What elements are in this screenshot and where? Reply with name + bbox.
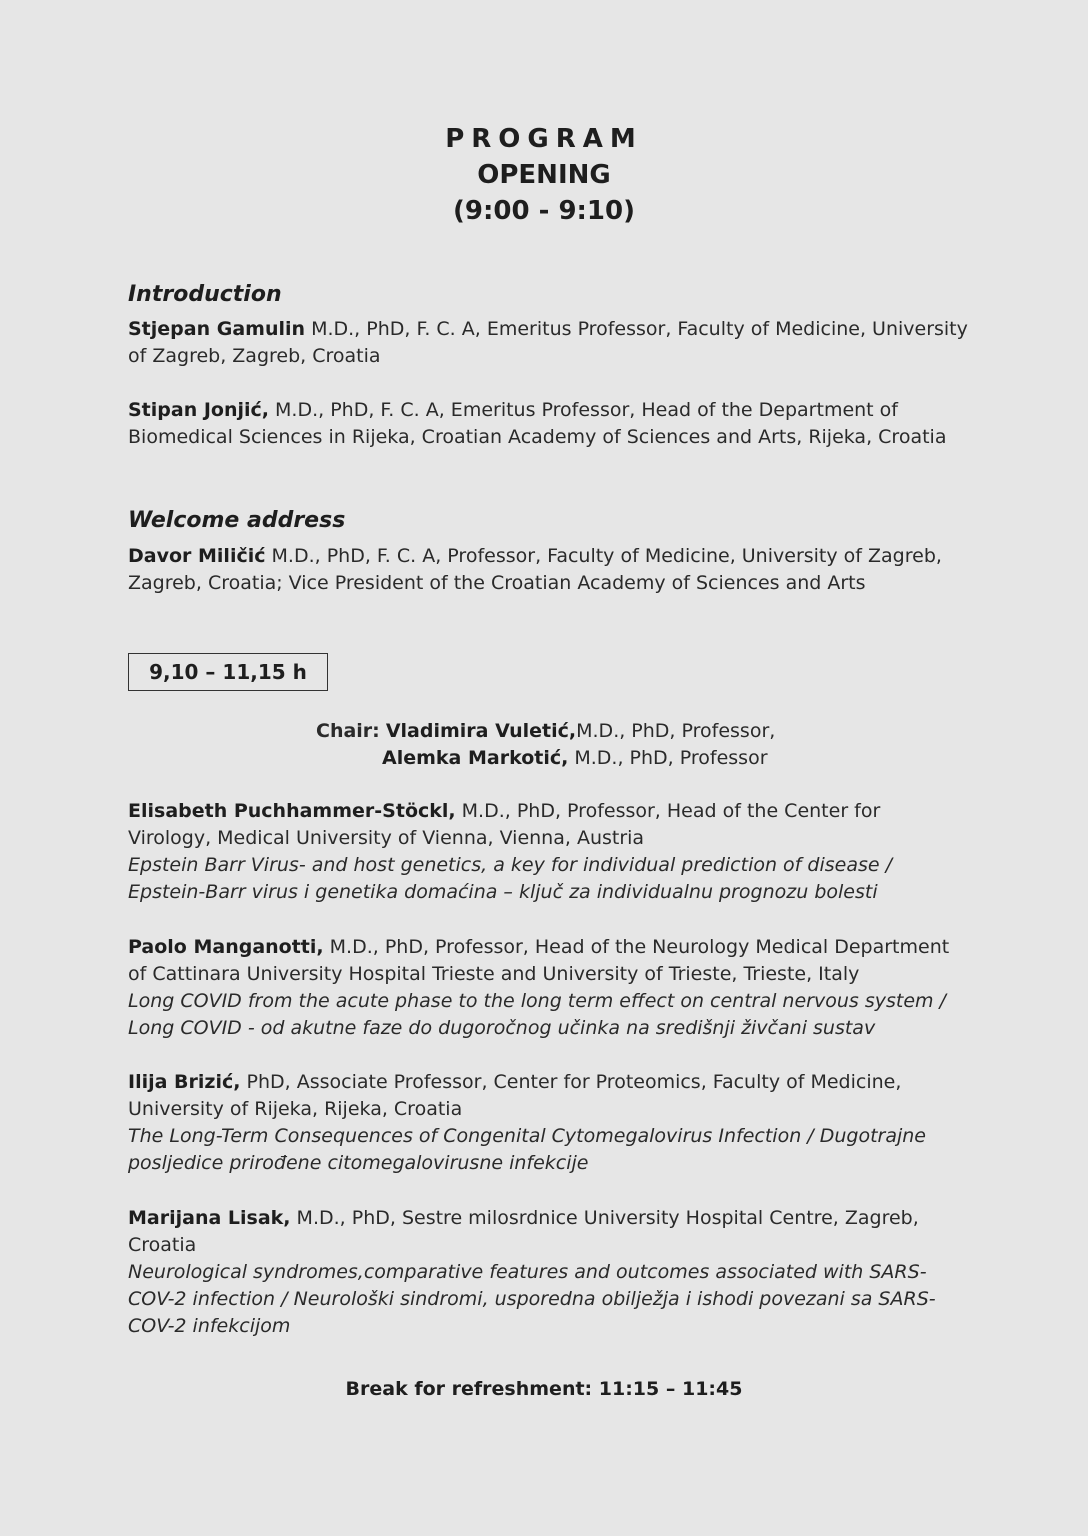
speaker-details: M.D., PhD, Sestre milosrdnice University Hospital Centre, Zagreb, Croatia	[128, 1207, 919, 1256]
speaker-name: Davor Miličić	[128, 545, 266, 567]
speaker-details: M.D., PhD, F. C. A, Emeritus Professor, Head of the Department of Biomedical Sciences in Rijeka, Croatian Academy of Sciences and Arts, Rijeka, Croatia	[128, 399, 947, 448]
speaker-name: Elisabeth Puchhammer-Stöckl,	[128, 800, 456, 822]
talk-entry	[128, 1069, 968, 1177]
talk-title: The Long-Term Consequences of Congenital Cytomegalovirus Infection / Dugotrajne posljedice prirođene citomegalovirusne infekcije	[128, 1125, 926, 1174]
session-chairs	[316, 718, 775, 772]
chair-label: Chair:	[316, 720, 380, 742]
break-note: Break for refreshment: 11:15 – 11:45	[345, 1378, 743, 1400]
talk-entry	[128, 934, 968, 1042]
chair-name: Vladimira Vuletić,	[385, 720, 577, 742]
speaker-name: Paolo Manganotti,	[128, 936, 324, 958]
speaker-details: M.D., PhD, Professor, Head of the Neurology Medical Department of Cattinara University Hospital Trieste and University of Trieste, Trieste, Italy	[128, 936, 950, 985]
speaker-details: PhD, Associate Professor, Center for Proteomics, Faculty of Medicine, University of Rijeka, Rijeka, Croatia	[128, 1071, 902, 1120]
opening-heading: OPENING	[477, 160, 611, 190]
speaker-name: Marijana Lisak,	[128, 1207, 291, 1229]
speaker-name: Stipan Jonjić,	[128, 399, 269, 421]
talk-title: Epstein Barr Virus- and host genetics, a key for individual prediction of disease / Epstein-Barr virus i genetika domaćina – ključ za individualnu prognozu bolesti	[128, 854, 893, 903]
speaker-details: M.D., PhD, Professor, Head of the Center for Virology, Medical University of Vienna, Vienna, Austria	[128, 800, 881, 849]
speaker-entry	[128, 397, 968, 451]
speaker-name: Ilija Brizić,	[128, 1071, 241, 1093]
program-heading: PROGRAM	[445, 124, 643, 154]
chair-details: M.D., PhD, Professor,	[576, 720, 776, 742]
introduction-title: Introduction	[128, 282, 282, 307]
chair-name: Alemka Markotić,	[382, 747, 569, 769]
speaker-entry	[128, 543, 968, 597]
chair-details: M.D., PhD, Professor	[568, 747, 768, 769]
talk-entry	[128, 798, 968, 906]
speaker-details: M.D., PhD, F. C. A, Professor, Faculty of Medicine, University of Zagreb, Zagreb, Croatia; Vice President of the Croatian Academy of Sciences and Arts	[128, 545, 942, 594]
talk-entry	[128, 1205, 968, 1340]
speaker-details: M.D., PhD, F. C. A, Emeritus Professor, Faculty of Medicine, University of Zagreb, Zagreb, Croatia	[128, 318, 968, 367]
talk-title: Neurological syndromes,comparative features and outcomes associated with SARS-COV-2 infection / Neurološki sindromi, usporedna obilježja i ishodi povezani sa SARS-COV-2 infekcijom	[128, 1261, 936, 1337]
welcome-title: Welcome address	[128, 508, 346, 533]
opening-time: (9:00 - 9:10)	[453, 196, 635, 226]
speaker-entry	[128, 316, 968, 370]
speaker-name: Stjepan Gamulin	[128, 318, 306, 340]
session-time-box: 9,10 – 11,15 h	[128, 653, 328, 691]
talk-title: Long COVID from the acute phase to the long term effect on central nervous system / Long COVID - od akutne faze do dugoročnog učinka na središnji živčani sustav	[128, 990, 946, 1039]
